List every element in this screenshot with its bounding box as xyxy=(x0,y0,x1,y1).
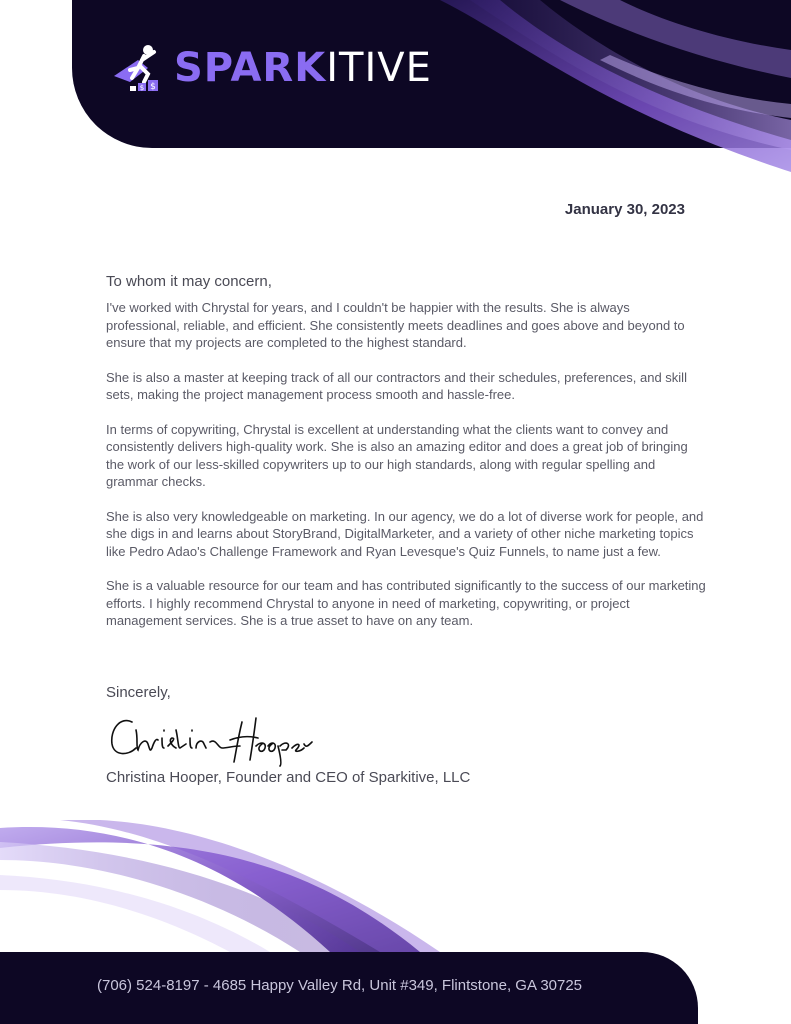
paragraph: In terms of copywriting, Chrystal is excellent at understanding what the clients want to convey and consistently delivers high-quality work. She is also an amazing editor and does a great job of bringing the work of our less-skilled copywriters up to our high standards, along with regular spelling and grammar checks. xyxy=(106,421,688,489)
letter-body xyxy=(106,273,706,647)
paragraph: I've worked with Chrystal for years, and I couldn't be happier with the results. She is always professional, reliable, and efficient. She consistently meets deadlines and goes above and beyond to ensure that my projects are completed to the highest standard. xyxy=(106,300,685,350)
salutation: To whom it may concern, xyxy=(106,273,272,290)
footer-wave-decoration xyxy=(0,820,791,970)
signer-name: Christina Hooper, Founder and CEO of Sparkitive, LLC xyxy=(106,769,471,786)
superhero-with-dollar-coins-icon xyxy=(108,38,168,98)
letterhead-header xyxy=(0,0,791,180)
svg-text:$: $ xyxy=(150,82,156,92)
brand-logo xyxy=(108,38,432,98)
svg-text:$: $ xyxy=(139,84,145,92)
brand-name-part2: ITIVE xyxy=(326,45,432,91)
letter-date: January 30, 2023 xyxy=(564,201,685,218)
footer-contact-info: (706) 524-8197 - 4685 Happy Valley Rd, Unit #349, Flintstone, GA 30725 xyxy=(97,977,583,994)
paragraph: She is a valuable resource for our team and has contributed significantly to the success of our marketing efforts. I highly recommend Chrystal to anyone in need of marketing, copywriting, or project management services. She is a true asset to have on any team. xyxy=(106,578,706,628)
brand-name xyxy=(174,38,432,98)
handwritten-signature xyxy=(106,708,316,768)
closing: Sincerely, xyxy=(106,684,171,701)
paragraph: She is also a master at keeping track of all our contractors and their schedules, preferences, and skill sets, making the project management process smooth and hassle-free. xyxy=(106,369,687,402)
paragraph: She is also very knowledgeable on marketing. In our agency, we do a lot of diverse work for people, and she digs in and learns about StoryBrand, DigitalMarketer, and a variety of other niche marketing topics like Pedro Adao's Challenge Framework and Ryan Levesque's Quiz Funnels, to name just a few. xyxy=(106,508,704,559)
brand-name-part1: SPARK xyxy=(174,45,327,91)
